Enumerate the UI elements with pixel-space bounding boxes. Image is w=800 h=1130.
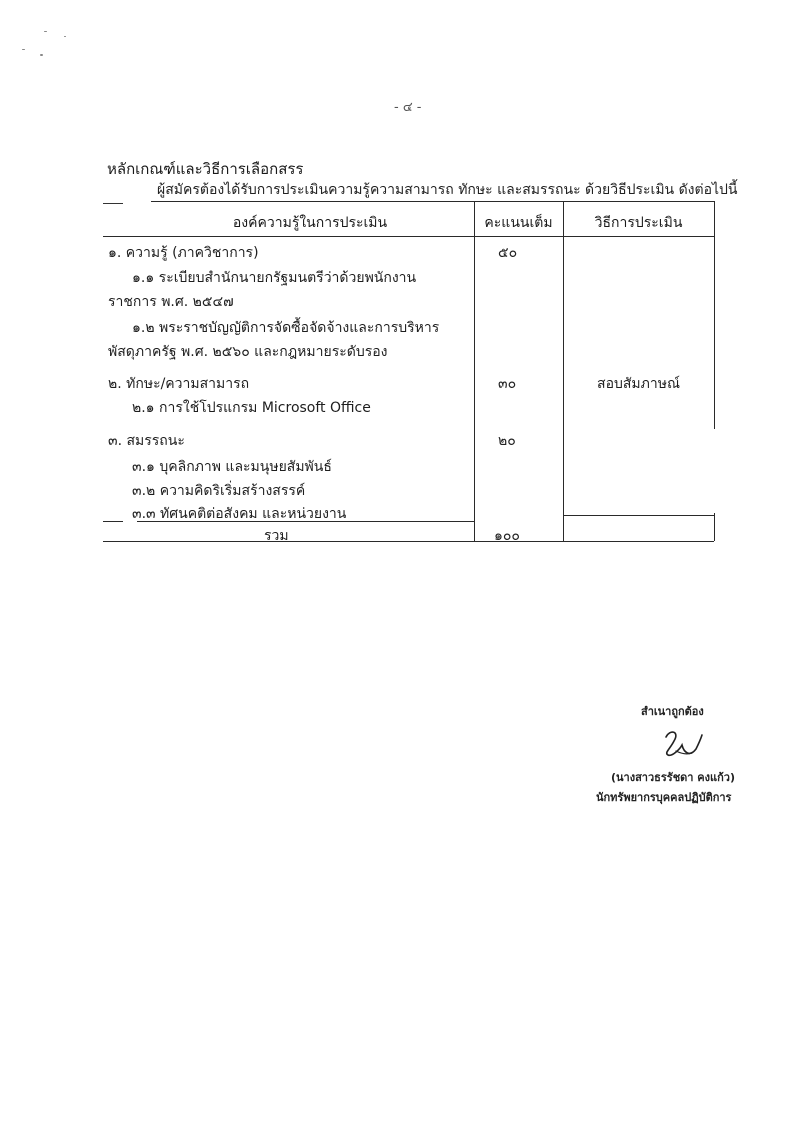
page-number: - ๔ - <box>394 100 422 115</box>
scan-speck <box>44 31 47 32</box>
section-1-item: ราชการ พ.ศ. ๒๕๔๗ <box>108 294 234 310</box>
intro-text: ผู้สมัครต้องได้รับการประเมินความรู้ความสามารถ ทักษะ และสมรรถนะ ด้วยวิธีประเมิน ดังต่อไปนี้ <box>157 182 738 198</box>
section-1-title: ๑. ความรู้ (ภาควิชาการ) <box>108 245 259 261</box>
header-method: วิธีการประเมิน <box>594 215 683 231</box>
method-value: สอบสัมภาษณ์ <box>597 376 680 392</box>
section-1-score: ๕๐ <box>498 245 518 261</box>
header-score: คะแนนเต็ม <box>484 215 553 231</box>
scan-speck <box>22 49 25 50</box>
scan-speck <box>64 36 66 37</box>
section-1-item: ๑.๒ พระราชบัญญัติการจัดซื้อจัดจ้างและการบริหาร <box>132 320 440 336</box>
signature-scribble-icon <box>660 727 704 761</box>
signer-position: นักทรัพยากรบุคคลปฏิบัติการ <box>596 791 732 804</box>
certified-copy-label: สำเนาถูกต้อง <box>641 705 704 718</box>
section-3-item: ๓.๓ ทัศนคติต่อสังคม และหน่วยงาน <box>132 506 347 522</box>
total-score: ๑๐๐ <box>494 528 520 544</box>
section-1-item: ๑.๑ ระเบียบสำนักนายกรัฐมนตรีว่าด้วยพนักงาน <box>132 270 417 286</box>
section-2-score: ๓๐ <box>498 376 517 392</box>
section-2-title: ๒. ทักษะ/ความสามารถ <box>108 376 250 392</box>
total-label: รวม <box>264 528 289 544</box>
section-3-item: ๓.๑ บุคลิกภาพ และมนุษยสัมพันธ์ <box>132 459 332 475</box>
section-heading: หลักเกณฑ์และวิธีการเลือกสรร <box>107 160 304 178</box>
scan-speck <box>40 54 43 56</box>
section-3-item: ๓.๒ ความคิดริเริ่มสร้างสรรค์ <box>132 483 306 499</box>
section-1-item: พัสดุภาครัฐ พ.ศ. ๒๕๖๐ และกฎหมายระดับรอง <box>108 344 388 360</box>
section-2-item: ๒.๑ การใช้โปรแกรม Microsoft Office <box>132 400 371 416</box>
section-3-title: ๓. สมรรถนะ <box>108 433 185 449</box>
signer-name: (นางสาวธรรัชดา คงแก้ว) <box>611 771 735 784</box>
section-3-score: ๒๐ <box>498 433 516 449</box>
header-knowledge: องค์ความรู้ในการประเมิน <box>232 215 388 231</box>
